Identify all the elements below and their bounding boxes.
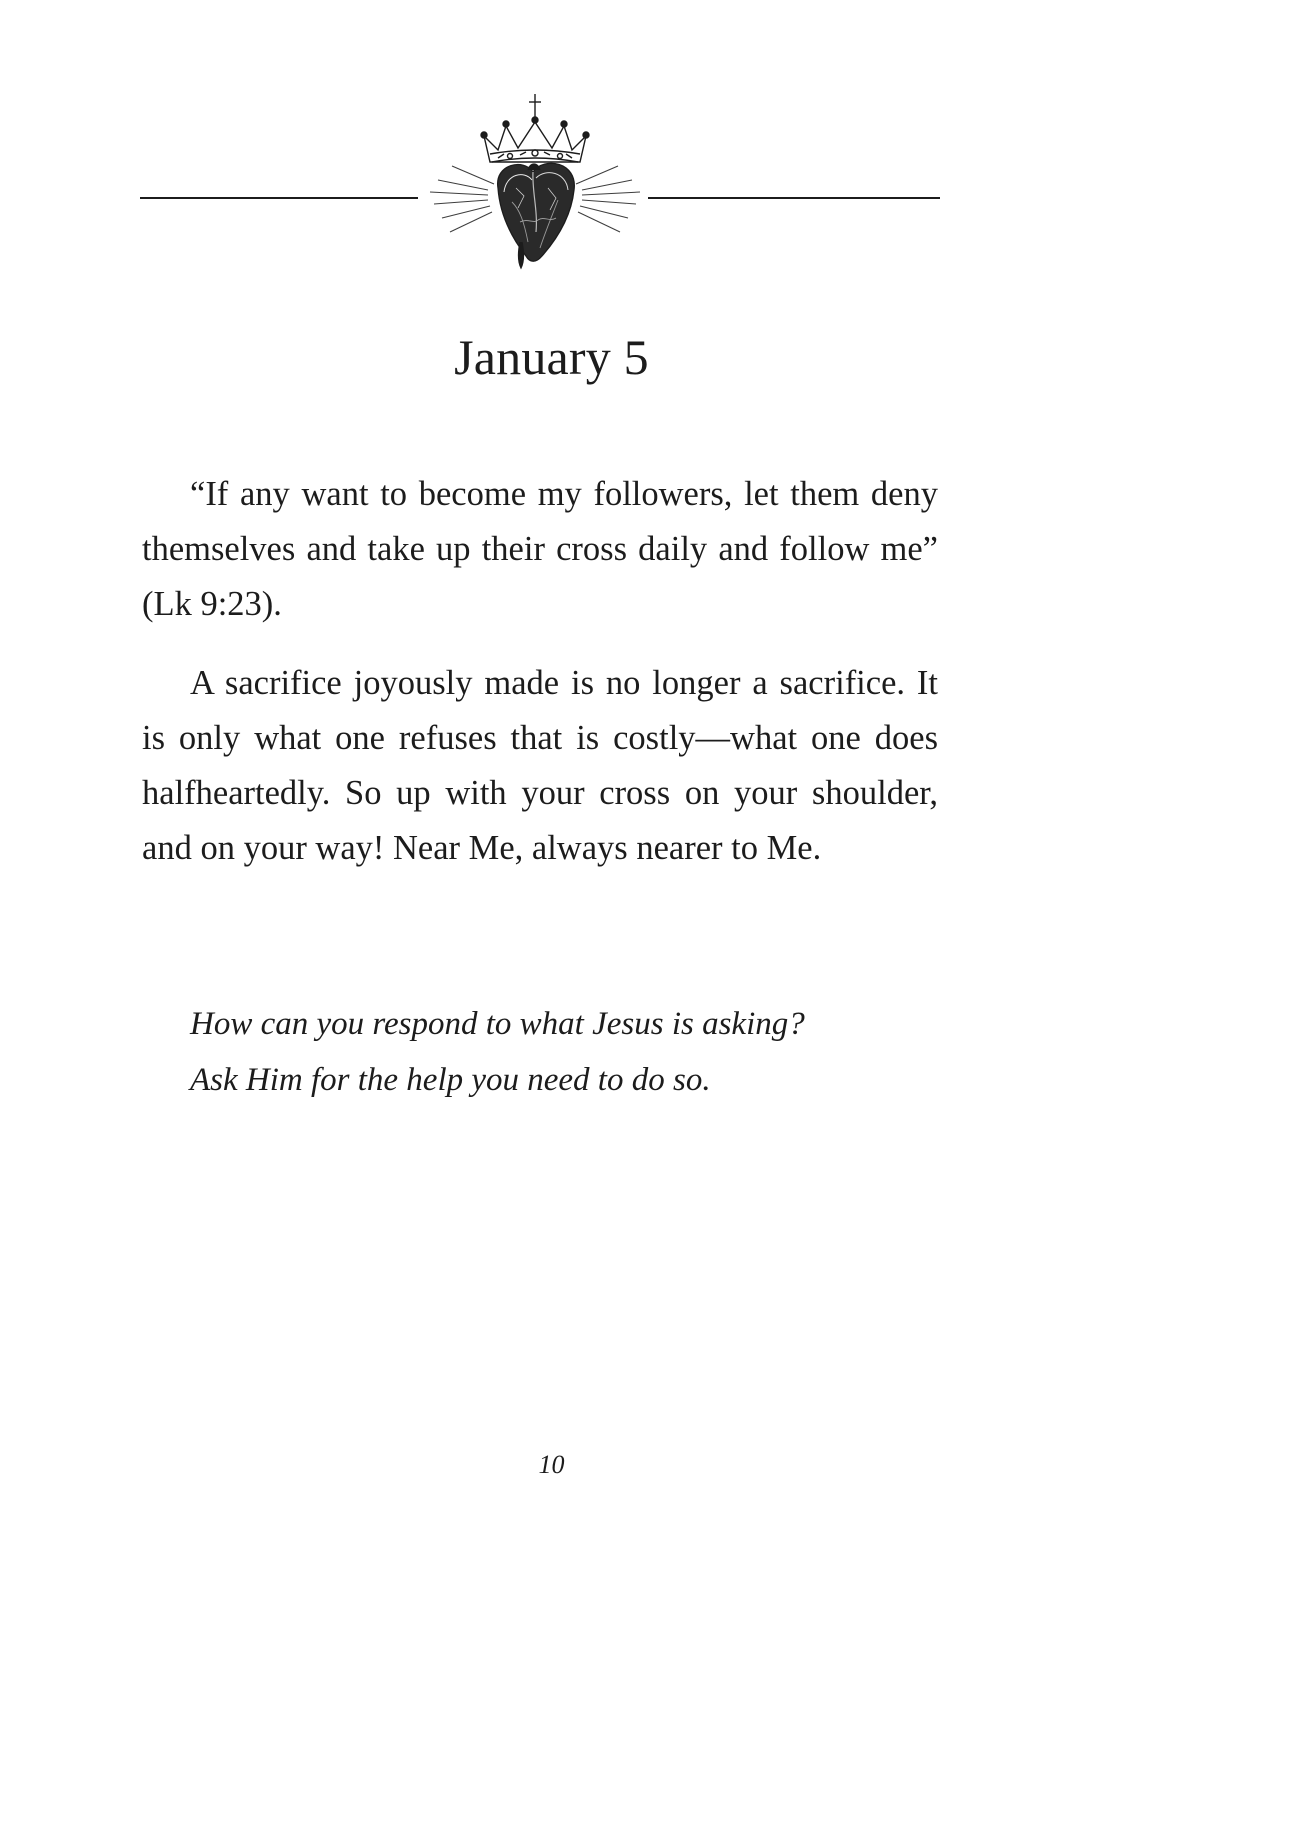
reflection-line-1: How can you respond to what Jesus is asking?	[190, 1006, 805, 1042]
page-number: 10	[538, 1450, 565, 1479]
scripture-paragraph: “If any want to become my followers, let them deny themselves and take up their cross daily and follow me” (Lk 9:23).	[142, 475, 938, 623]
reflection-prompt	[190, 996, 950, 1108]
left-divider-rule	[140, 197, 418, 199]
reflection-line-2: Ask Him for the help you need to do so.	[190, 1062, 711, 1098]
meditation-paragraph: A sacrifice joyously made is no longer a sacrifice. It is only what one refuses that is costly—what one does halfheartedly. So up with your cross on your shoulder, and on your way! Near Me, always nearer to Me.	[142, 664, 938, 867]
crowned-sacred-heart-icon	[420, 92, 650, 277]
page-title: January 5	[454, 329, 649, 385]
header-ornament	[140, 92, 940, 277]
right-divider-rule	[648, 197, 940, 199]
